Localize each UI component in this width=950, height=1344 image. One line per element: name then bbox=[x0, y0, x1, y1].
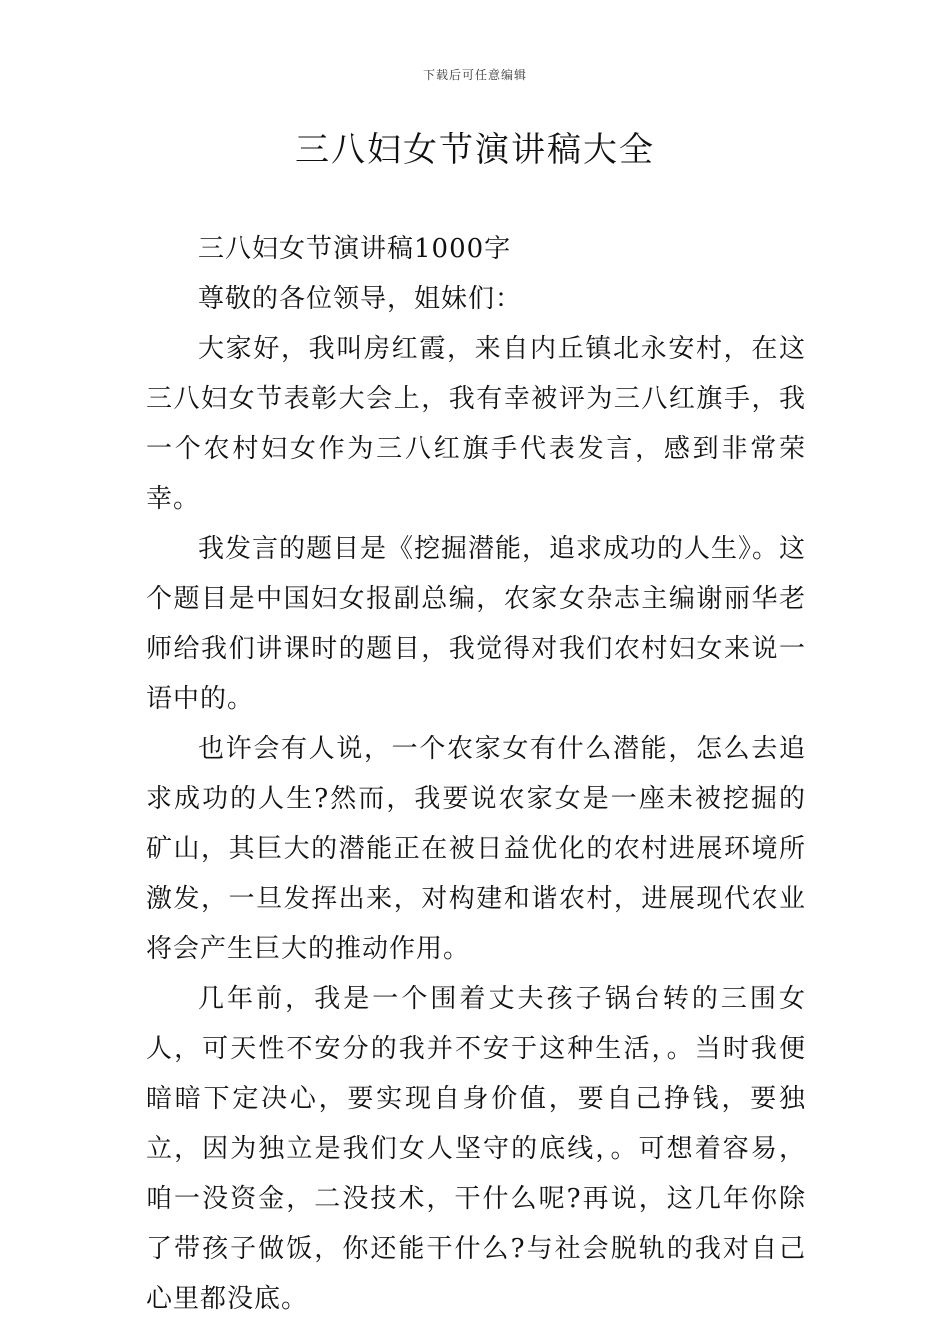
document-body bbox=[146, 224, 806, 1324]
paragraph: 几年前，我是一个围着丈夫孩子锅台转的三围女人，可天性不安分的我并不安于这种生活，。当时我便暗暗下定决心，要实现自身价值，要自己挣钱，要独立，因为独立是我们女人坚守的底线，。可想着容易，咱一没资金，二没技术，干什么呢?再说，这几年你除了带孩子做饭，你还能干什么?与社会脱轨的我对自己心里都没底。 bbox=[146, 984, 806, 1314]
document-title: 三八妇女节演讲稿大全 bbox=[295, 130, 655, 170]
paragraph: 也许会有人说，一个农家女有什么潜能，怎么去追求成功的人生?然而，我要说农家女是一座未被挖掘的矿山，其巨大的潜能正在被日益优化的农村进展环境所激发，一旦发挥出来，对构建和谐农村，进展现代农业将会产生巨大的推动作用。 bbox=[146, 734, 806, 964]
paragraph-subtitle: 三八妇女节演讲稿1000字 bbox=[198, 234, 512, 264]
header-note: 下载后可任意编辑 bbox=[422, 68, 527, 82]
paragraph: 我发言的题目是《挖掘潜能，追求成功的人生》。这个题目是中国妇女报副总编，农家女杂志主编谢丽华老师给我们讲课时的题目，我觉得对我们农村妇女来说一语中的。 bbox=[146, 534, 807, 714]
paragraph: 大家好，我叫房红霞，来自内丘镇北永安村，在这三八妇女节表彰大会上，我有幸被评为三八红旗手，我一个农村妇女作为三八红旗手代表发言，感到非常荣幸。 bbox=[146, 334, 806, 514]
paragraph-salutation: 尊敬的各位领导，姐妹们： bbox=[198, 284, 523, 314]
